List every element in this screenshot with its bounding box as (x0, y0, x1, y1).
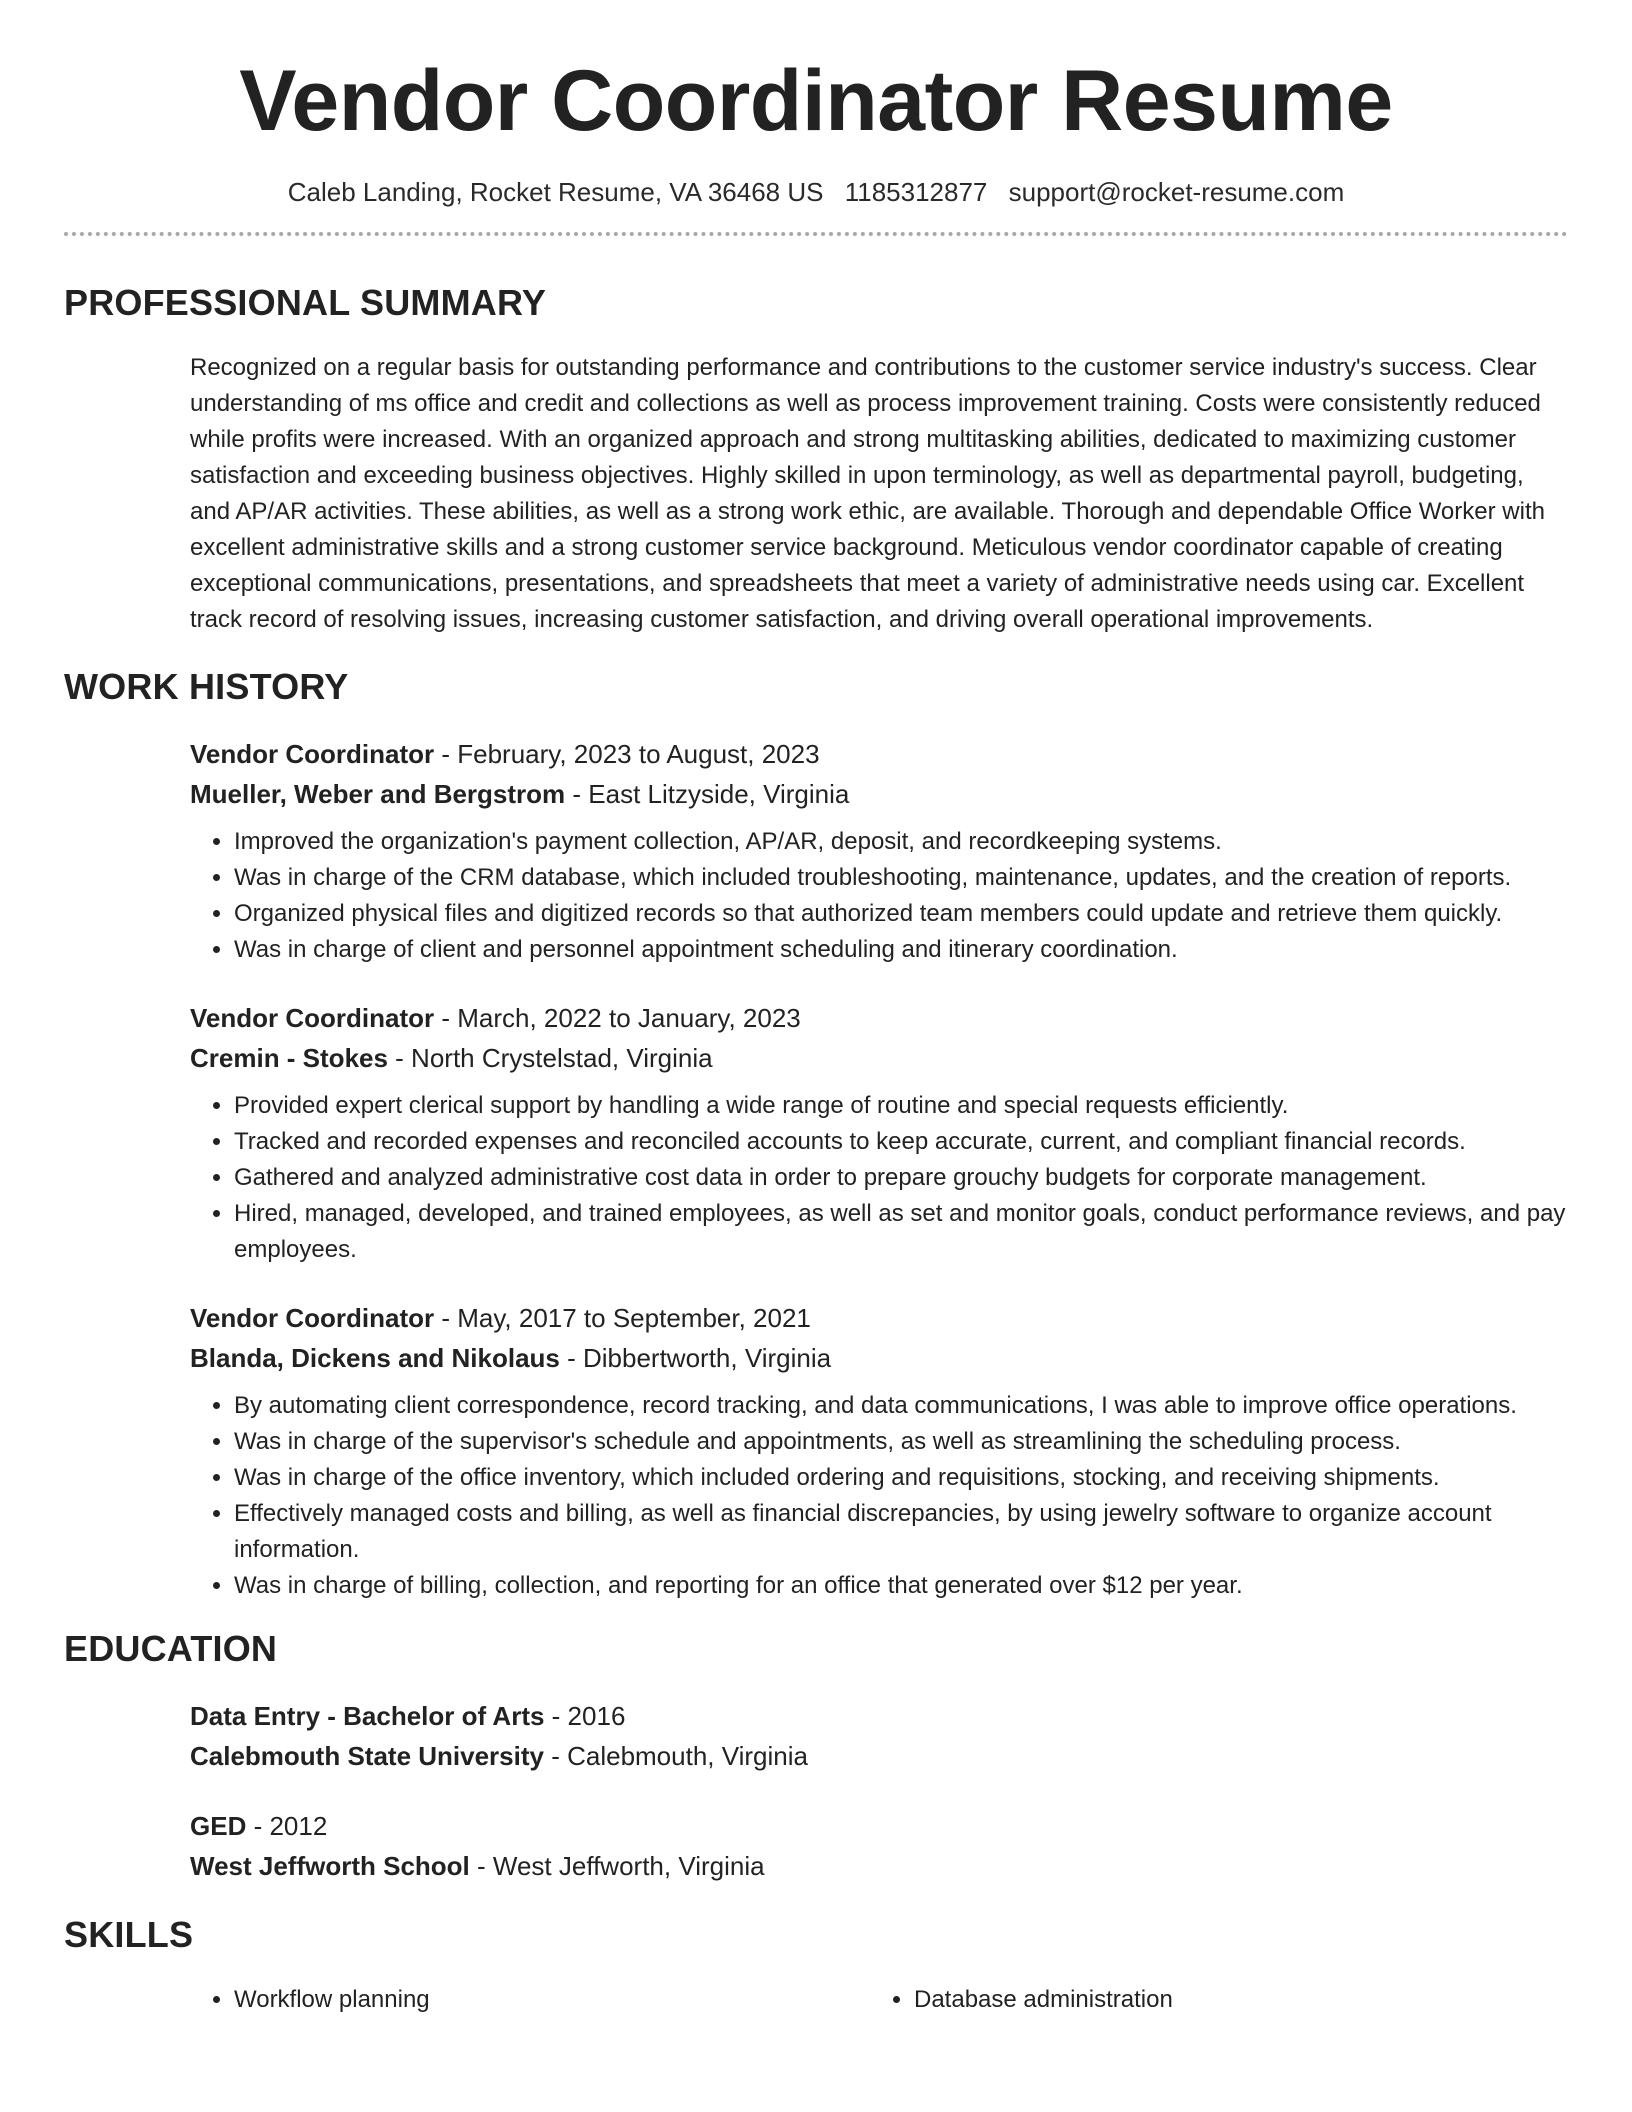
degree-line (190, 1806, 1568, 1846)
education-entry (190, 1696, 1568, 1776)
contact-line (64, 177, 1568, 208)
job-entry (190, 998, 1568, 1268)
degree: Data Entry - Bachelor of Arts (190, 1700, 545, 1731)
job-bullet: • Improved the organization's payment collection, AP/AR, deposit, and recordkeeping systems. (234, 824, 1568, 860)
contact-address: Caleb Landing, Rocket Resume, VA 36468 US (287, 176, 824, 207)
school-line (190, 1736, 1568, 1776)
job-entry (190, 734, 1568, 968)
job-title-line (190, 734, 1568, 774)
school-line (190, 1846, 1568, 1886)
job-bullet: • Organized physical files and digitized records so that authorized team members could update and retrieve them quickly. (234, 896, 1568, 932)
skill-item: • Database administration (914, 1982, 1550, 2018)
degree-year: - 2016 (544, 1700, 626, 1731)
job-location: - North Crystelstad, Virginia (387, 1042, 713, 1073)
job-dates: - May, 2017 to September, 2021 (434, 1302, 811, 1333)
contact-email: support@rocket-resume.com (1008, 176, 1345, 207)
summary-heading: PROFESSIONAL SUMMARY (64, 281, 547, 323)
education-heading: EDUCATION (64, 1627, 278, 1669)
job-bullet: • Was in charge of billing, collection, and reporting for an office that generated over $12 per year. (234, 1568, 1568, 1604)
job-company: Cremin - Stokes (190, 1042, 388, 1073)
job-location: - Dibbertworth, Virginia (559, 1342, 832, 1373)
job-entry (190, 1298, 1568, 1604)
education-entry (190, 1806, 1568, 1886)
job-title: Vendor Coordinator (190, 1302, 435, 1333)
job-bullet: • Hired, managed, developed, and trained employees, as well as set and monitor goals, conduct performance reviews, and pay employees. (234, 1196, 1568, 1268)
job-company-line (190, 1038, 1568, 1078)
school-location: - Calebmouth, Virginia (543, 1740, 808, 1771)
job-bullet: • Was in charge of the office inventory, which included ordering and requisitions, stocking, and receiving shipments. (234, 1460, 1568, 1496)
header-divider (64, 232, 1568, 236)
job-bullet: • By automating client correspondence, record tracking, and data communications, I was able to improve office operations. (234, 1388, 1568, 1424)
job-location: - East Litzyside, Virginia (565, 778, 850, 809)
job-title-line (190, 1298, 1568, 1338)
job-bullet: • Tracked and recorded expenses and reconciled accounts to keep accurate, current, and compliant financial records. (234, 1124, 1568, 1160)
job-bullet: • Provided expert clerical support by handling a wide range of routine and special requests efficiently. (234, 1088, 1568, 1124)
school-location: - West Jeffworth, Virginia (469, 1850, 765, 1881)
job-bullet: • Gathered and analyzed administrative cost data in order to prepare grouchy budgets for corporate management. (234, 1160, 1568, 1196)
summary-text: Recognized on a regular basis for outstanding performance and contributions to the customer service industry's success. Clear understanding of ms office and credit and collections as well as process improvement training. Costs were consistently reduced while profits were increased. With an organized approach and strong multitasking abilities, dedicated to maximizing customer satisfaction and exceeding business objectives. Highly skilled in upon terminology, as well as departmental payroll, budgeting, and AP/AR activities. These abilities, as well as a strong work ethic, are available. Thorough and dependable Office Worker with excellent administrative skills and a strong customer service background. Meticulous vendor coordinator capable of creating exceptional communications, presentations, and spreadsheets that meet a variety of administrative needs using car. Excellent track record of resolving issues, increasing customer satisfaction, and driving overall operational improvements. (190, 353, 1545, 633)
job-company: Blanda, Dickens and Nikolaus (190, 1342, 560, 1373)
resume-title: Vendor Coordinator Resume (239, 53, 1393, 149)
job-title: Vendor Coordinator (190, 1002, 435, 1033)
job-bullets (190, 1388, 1568, 1604)
degree-year: - 2012 (246, 1810, 328, 1841)
skills-column-left (190, 1982, 870, 2018)
school: West Jeffworth School (190, 1850, 470, 1881)
skills-grid (190, 1982, 1568, 2018)
skills-column-right (870, 1982, 1550, 2018)
job-dates: - February, 2023 to August, 2023 (434, 738, 820, 769)
job-company: Mueller, Weber and Bergstrom (190, 778, 566, 809)
job-bullet: • Was in charge of the CRM database, which included troubleshooting, maintenance, updates, and the creation of reports. (234, 860, 1568, 896)
job-bullet: • Effectively managed costs and billing, as well as financial discrepancies, by using jewelry software to organize account information. (234, 1496, 1568, 1568)
job-bullet: • Was in charge of the supervisor's schedule and appointments, as well as streamlining the scheduling process. (234, 1424, 1568, 1460)
job-bullets (190, 824, 1568, 968)
contact-phone: 1185312877 (844, 176, 988, 207)
job-title: Vendor Coordinator (190, 738, 435, 769)
job-company-line (190, 774, 1568, 814)
degree-line (190, 1696, 1568, 1736)
work-history-heading: WORK HISTORY (64, 665, 349, 707)
degree: GED (190, 1810, 247, 1841)
job-bullets (190, 1088, 1568, 1268)
skills-heading: SKILLS (64, 1913, 194, 1955)
skill-item: • Workflow planning (234, 1982, 870, 2018)
job-title-line (190, 998, 1568, 1038)
school: Calebmouth State University (190, 1740, 544, 1771)
job-company-line (190, 1338, 1568, 1378)
job-bullet: • Was in charge of client and personnel appointment scheduling and itinerary coordination. (234, 932, 1568, 968)
job-dates: - March, 2022 to January, 2023 (434, 1002, 801, 1033)
